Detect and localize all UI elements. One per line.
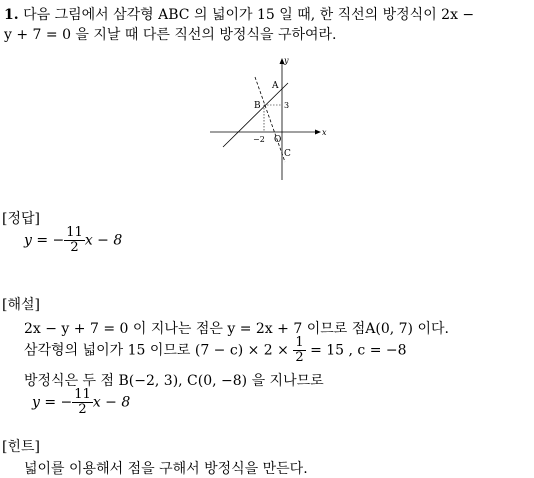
point-label-a: A: [272, 81, 279, 91]
problem-text-1: 다음 그림에서 삼각형 ABC 의 넓이가 15 일 때, 한 직선의 방정식이 2x −: [23, 7, 475, 23]
explanation-line-3: 방정식은 두 점 B(−2, 3), C(0, −8) 을 지나므로: [24, 373, 324, 389]
point-label-b: B: [254, 101, 261, 111]
answer-equation: [24, 226, 122, 255]
answer-rhs: x − 8: [84, 232, 123, 249]
half-num: 1: [295, 335, 304, 350]
tick-label-3: 3: [284, 101, 290, 110]
origin-label: O: [274, 135, 282, 145]
problem-line-1: [4, 4, 474, 24]
answer-frac-den: 2: [70, 240, 79, 255]
x-axis-label: x: [322, 128, 327, 137]
explanation-line-4: [32, 388, 130, 417]
tick-label-neg2: −2: [253, 135, 265, 144]
explanation-header: [해설]: [2, 297, 40, 313]
line-through-b-c: [255, 77, 285, 162]
explanation-fraction: [72, 388, 93, 417]
answer-header: [정답]: [2, 211, 40, 227]
answer-frac-num: 11: [66, 225, 83, 240]
explanation-line-4-lhs: y = −: [32, 394, 73, 411]
problem-line-2: y + 7 = 0 을 지날 때 다른 직선의 방정식을 구하여라.: [4, 27, 337, 43]
explanation-fraction-half: [293, 336, 305, 365]
explanation-line-2-post: = 15 , c = −8: [310, 342, 407, 359]
half-den: 2: [295, 350, 304, 365]
triangle-figure: [205, 55, 330, 180]
expl-frac-num: 11: [74, 387, 91, 402]
explanation-line-4-rhs: x − 8: [92, 394, 131, 411]
explanation-line-2-pre: 삼각형의 넓이가 15 이므로 (7 − c) × 2 ×: [24, 342, 289, 359]
x-axis-arrow: [315, 130, 321, 135]
answer-fraction: [64, 226, 85, 255]
point-label-c: C: [284, 149, 291, 159]
hint-header: [힌트]: [2, 439, 40, 455]
hint-text: 넓이를 이용해서 점을 구해서 방정식을 만든다.: [24, 461, 308, 477]
y-axis-label: y: [284, 56, 289, 65]
explanation-line-2: [24, 336, 407, 365]
expl-frac-den: 2: [78, 402, 87, 417]
answer-lhs: y = −: [24, 232, 65, 249]
explanation-line-1: 2x − y + 7 = 0 이 지나는 점은 y = 2x + 7 이므로 점A(0, 7) 이다.: [24, 321, 449, 337]
problem-number: 1.: [4, 7, 19, 23]
